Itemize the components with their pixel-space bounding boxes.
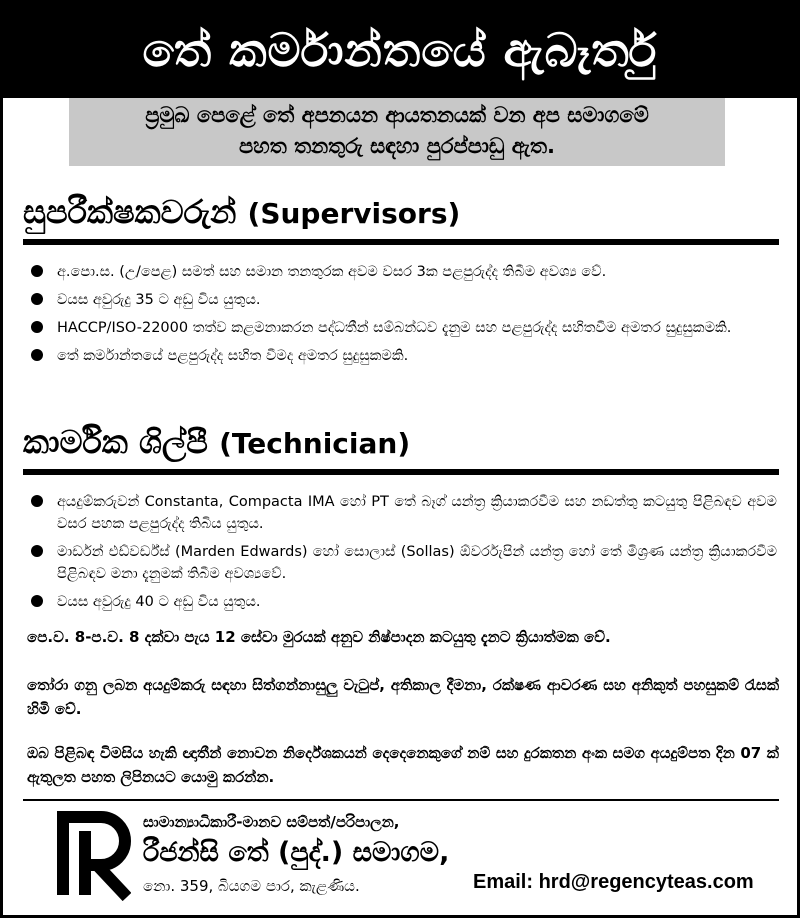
supervisors-heading	[23, 193, 460, 232]
technician-title-si: කාර්මික ශිල්පී	[23, 423, 208, 461]
bullet-icon	[31, 495, 43, 507]
list-item: අ.පො.ස. (උ/පෙළ) සමත් සහ සමාන තනතුරක අවම වසර 3ක පළපුරුද්ද තිබීම අවශ්‍ය වේ.	[27, 261, 777, 283]
contact-email[interactable]: Email: hrd@regencyteas.com	[473, 871, 754, 893]
list-item: අයදුම්කරුවන් Constanta, Compacta IMA හෝ PT තේ බෑග් යන්ත්‍ර ක්‍රියාකරවීම සහ නඩත්තු කටයුතු පිළිබඳව අවම වසර පහක පළපුරුද්ද තිබිය යුතුය.	[27, 491, 777, 535]
shift-paragraph: පෙ.ව. 8-ප.ව. 8 දක්වා පැය 12 සේවා මුරයක් අනුව නිෂ්පාදන කටයුතු දැනට ක්‍රියාත්මක වේ.	[27, 628, 611, 646]
bullet-icon	[31, 265, 43, 277]
bullet-icon	[31, 545, 43, 557]
contact-title: සාමාන්‍යාධිකාරී-මානව සම්පත්/පරිපාලන,	[143, 813, 400, 831]
regency-logo-icon	[57, 811, 131, 901]
company-address: නො. 359, බියගම පාර, කැළණිය.	[143, 877, 360, 895]
bullet-icon	[31, 321, 43, 333]
supervisors-rule	[23, 239, 779, 245]
supervisors-title-en: (Supervisors)	[247, 197, 461, 230]
list-item: HACCP/ISO-22000 තත්ව කළමනාකරන පද්ධතීන් සම්බන්ධව දැනුම සහ පළපුරුද්ද සහිතවීම අමතර සුදුසුකමකි.	[27, 317, 777, 339]
subtitle-box	[69, 98, 725, 166]
supervisors-list	[27, 261, 777, 373]
list-item: වයස අවුරුදු 35 ට අඩු විය යුතුය.	[27, 289, 777, 311]
list-item: මාර්ඩන් එඩ්වර්ඩ්ස් (Marden Edwards) හෝ සොලාස් (Sollas) ඕවර්රැපින් යන්ත්‍ර හෝ තේ මිශ්‍රණ යන්ත්‍ර ක්‍රියාකරවීම පිළිබඳව මනා දැනුමක් තිබීම අවශ්‍යවේ.	[27, 541, 777, 585]
technician-list	[27, 491, 777, 619]
footer-rule	[23, 799, 779, 801]
bullet-icon	[31, 349, 43, 361]
supervisors-title-si: සුපරීක්ෂකවරුන්	[23, 193, 237, 231]
application-paragraph: ඔබ පිළිබඳ විමසිය හැකි ඥාතීන් නොවන නිර්දේශකයන් දෙදෙනෙකුගේ නම් සහ දුරකතන අංක සමග අයදුම්පත දින 07 ක් ඇතුලත පහත ලිපිනයට යොමු කරන්න.	[27, 744, 779, 786]
technician-title-en: (Technician)	[219, 427, 411, 460]
list-item: වයස අවුරුදු 40 ට අඩු විය යුතුය.	[27, 591, 777, 613]
bullet-icon	[31, 293, 43, 305]
bullet-icon	[31, 595, 43, 607]
technician-rule	[23, 469, 779, 475]
page-title: තේ කර්මාන්තයේ ඇබෑර්තු	[3, 3, 797, 98]
list-item: තේ කර්මාන්තයේ පළපුරුද්ද සහිත වීමද අමතර සුදුසුකමකි.	[27, 345, 777, 367]
company-name: රීජන්සි තේ (පුද්.) සමාගම,	[143, 837, 450, 868]
technician-heading	[23, 423, 410, 462]
subtitle-line-2: පහත තනතුරු සඳහා පුරප්පාඩු ඇත.	[238, 134, 556, 158]
benefits-paragraph: තෝරා ගනු ලබන අයදුම්කරු සඳහා සිත්ගන්නාසුලු වැටුප්, අතිකාල දීමනා, රක්ෂණ ආවරණ සහ අනිකුත් පහසුකම් රැසක් හිමි වේ.	[27, 676, 779, 718]
subtitle-line-1: ප්‍රමුඛ පෙළේ තේ අපනයන ආයතනයක් වන අප සමාගමේ	[145, 103, 649, 127]
